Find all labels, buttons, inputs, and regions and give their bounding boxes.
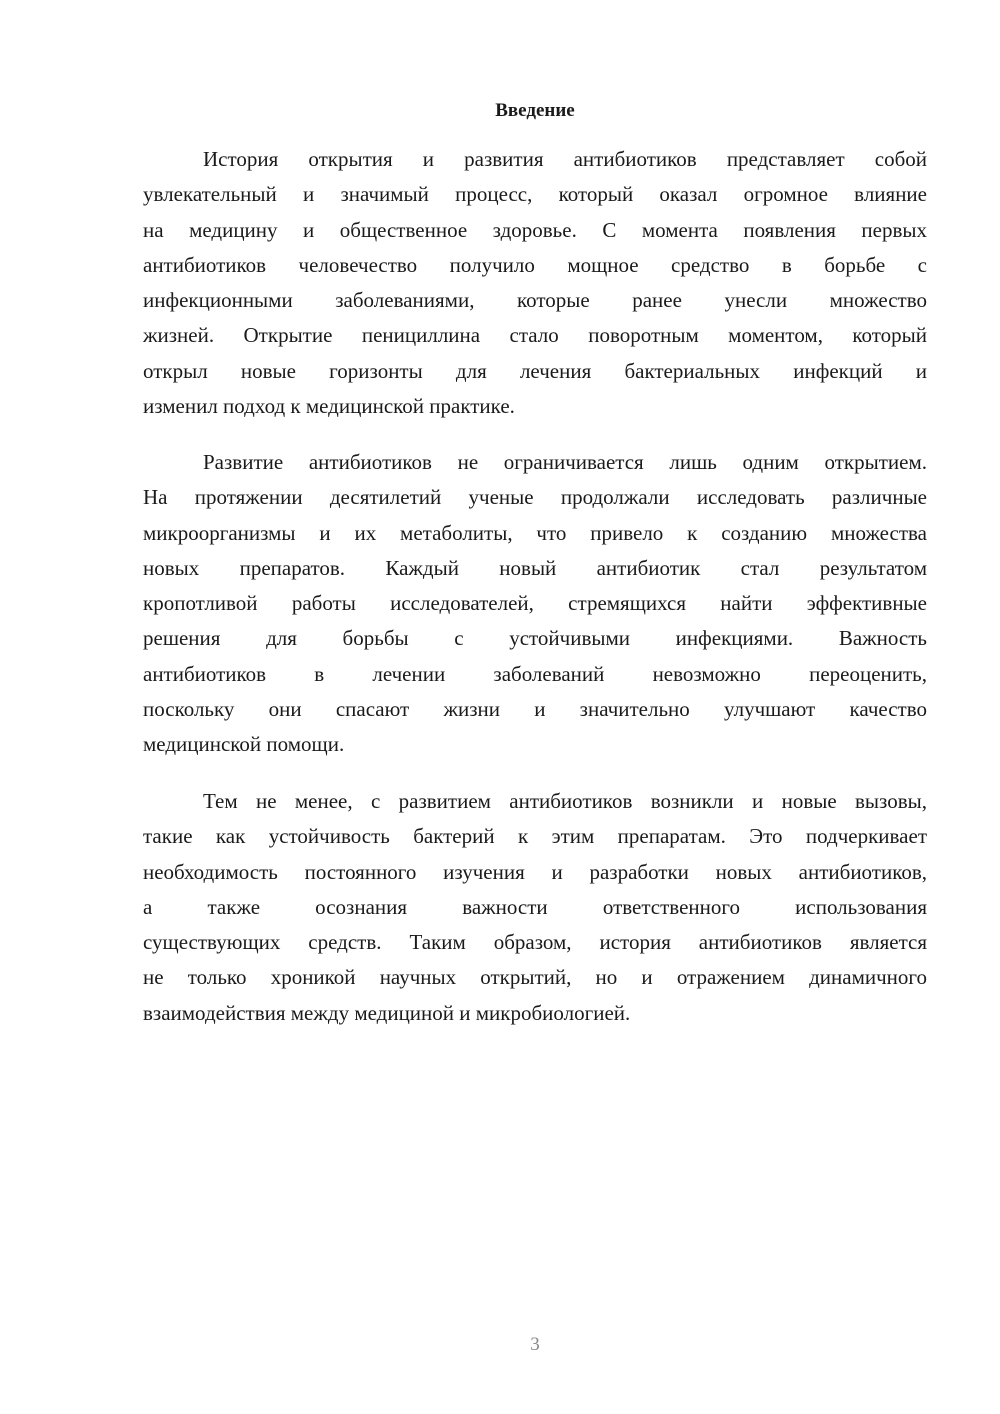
text-line: История открытия и развития антибиотиков представляет собой [203,147,927,171]
text-line: на медицину и общественное здоровье. С момента появления первых [143,217,927,242]
paragraph-2 [143,445,927,763]
text-line: изменил подход к медицинской практике. [143,394,515,419]
paragraph-3 [143,784,927,1031]
text-line: Тем не менее, с развитием антибиотиков возникли и новые вызовы, [203,789,927,813]
text-line: существующих средств. Таким образом, история антибиотиков является [143,930,927,955]
text-line: микроорганизмы и их метаболиты, что привело к созданию множества [143,520,927,545]
text-line: такие как устойчивость бактерий к этим препаратам. Это подчеркивает [143,824,927,849]
page-number: 3 [530,1334,540,1355]
text-line: а также осознания важности ответственного использования [143,894,927,919]
text-line: не только хроникой научных открытий, но и отражением динамичного [143,965,927,990]
text-line: необходимость постоянного изучения и разработки новых антибиотиков, [143,859,927,884]
text-line: кропотливой работы исследователей, стремящихся найти эффективные [143,591,927,616]
text-line: антибиотиков человечество получило мощное средство в борьбе с [143,252,927,277]
text-line: открыл новые горизонты для лечения бактериальных инфекций и [143,358,927,383]
text-line: антибиотиков в лечении заболеваний невозможно переоценить, [143,661,927,686]
paragraph-1 [143,142,927,424]
text-line: поскольку они спасают жизни и значительно улучшают качество [143,697,927,722]
text-line: инфекционными заболеваниями, которые ранее унесли множество [143,288,927,313]
text-line: медицинской помощи. [143,732,345,757]
text-line: жизней. Открытие пенициллина стало поворотным моментом, который [143,323,927,348]
section-title: Введение [495,100,575,121]
text-line: решения для борьбы с устойчивыми инфекциями. Важность [143,626,927,651]
text-line: новых препаратов. Каждый новый антибиотик стал результатом [143,555,927,580]
text-line: увлекательный и значимый процесс, который оказал огромное влияние [143,182,927,207]
text-line: взаимодействия между медициной и микробиологией. [143,1000,631,1025]
text-line: Развитие антибиотиков не ограничивается лишь одним открытием. [203,450,927,474]
text-line: На протяжении десятилетий ученые продолжали исследовать различные [143,485,927,510]
